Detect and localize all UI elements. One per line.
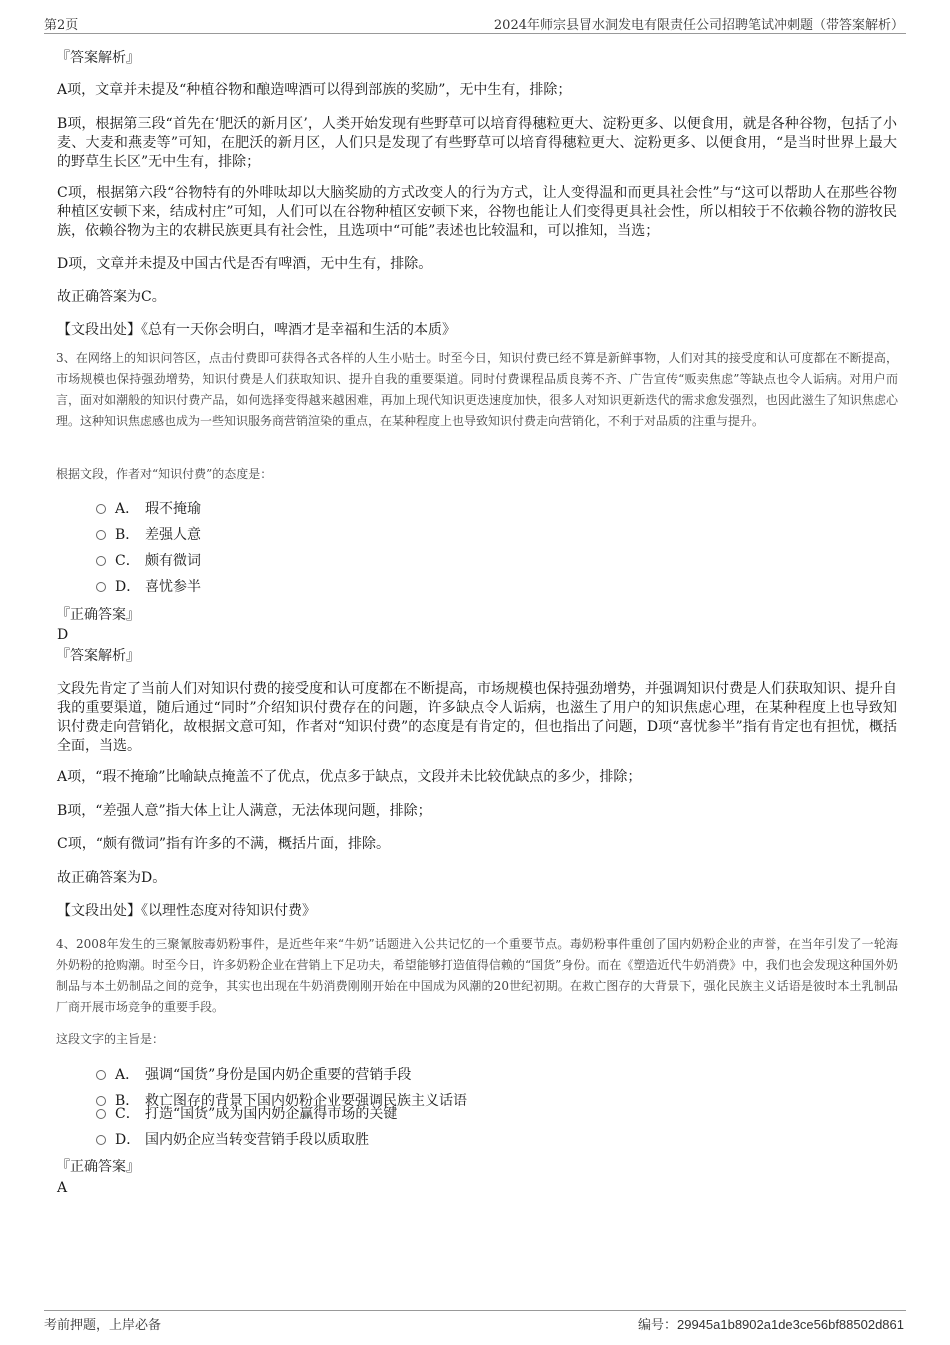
q3-analysis-label: 『答案解析』 <box>56 648 140 664</box>
option-letter: A． <box>115 1067 140 1083</box>
q3-option-d[interactable] <box>96 578 201 597</box>
q3-option-a[interactable] <box>96 500 201 519</box>
q4-passage: 4、2008年发生的三聚氰胺毒奶粉事件，是近些年来“牛奶”话题进入公共记忆的一个重要节点。毒奶粉事件重创了国内奶粉企业的声誉，在当年引发了一轮海外奶粉的抢购潮。时至今日，许多奶粉企业在营销上下足功夫，希望能够打造值得信赖的“国货”身份。而在《塑造近代牛奶消费》中，我们也会发现这种国外奶制品与本土奶制品之间的竞争，其实也出现在牛奶消费刚刚开始在中国成为风潮的20世纪初期。在救亡图存的大背景下，强化民族主义话语是彼时本土乳制品厂商开展市场竞争的重要手段。 <box>56 937 898 1014</box>
option-a-analysis: A项，文章并未提及“种植谷物和酿造啤酒可以得到部族的奖励”，无中生有，排除； <box>57 82 572 98</box>
q4-answer-label: 『正确答案』 <box>56 1159 140 1175</box>
code-label: 编号： <box>637 1318 677 1333</box>
option-text: 差强人意 <box>145 527 201 543</box>
q3-option-b[interactable] <box>96 526 201 545</box>
option-letter: D． <box>115 1132 141 1148</box>
option-text: 强调“国货”身份是国内奶企重要的营销手段 <box>145 1067 412 1083</box>
option-text: 打造“国货”成为国内奶企赢得市场的关键 <box>145 1106 398 1122</box>
q3-answer: D <box>57 627 69 643</box>
document-title: 2024年师宗县冒水洞发电有限责任公司招聘笔试冲刺题（带答案解析） <box>493 18 904 33</box>
radio-icon[interactable] <box>96 556 106 566</box>
q3-option-a-analysis: A项，“瑕不掩瑜”比喻缺点掩盖不了优点，优点多于缺点，文段并未比较优缺点的多少，排除； <box>57 769 642 785</box>
footer-slogan: 考前押题，上岸必备 <box>44 1318 162 1333</box>
option-text: 瑕不掩瑜 <box>145 501 201 517</box>
option-text: 国内奶企应当转变营销手段以质取胜 <box>145 1132 369 1148</box>
q3-analysis: 文段先肯定了当前人们对知识付费的接受度和认可度都在不断提高，市场规模也保持强劲增势，并强调知识付费是人们获取知识、提升自我的重要渠道，随后通过“同时”介绍知识付费存在的问题，许多缺点令人诟病，也滋生了用户的知识焦虑心理，在某种程度上也导致知识付费走向营销化，故根据文意可知，作者对“知识付费”的态度是有肯定的，但也指出了问题，D项“喜忧参半”指有肯定也有担忧，概括全面，当选。 <box>57 681 897 754</box>
q3-answer-label: 『正确答案』 <box>56 607 140 623</box>
source: 【文段出处】《总有一天你会明白，啤酒才是幸福和生活的本质》 <box>57 322 456 338</box>
code-value: 29945a1b8902a1de3ce56bf88502d861 <box>676 1317 904 1332</box>
option-letter: B． <box>115 527 140 543</box>
radio-icon[interactable] <box>96 1109 106 1119</box>
option-letter: A． <box>115 501 140 517</box>
q4-question: 这段文字的主旨是： <box>56 1032 165 1046</box>
radio-icon[interactable] <box>96 504 106 514</box>
option-letter: C． <box>115 1106 140 1122</box>
document-code <box>638 1314 904 1333</box>
radio-icon[interactable] <box>96 530 106 540</box>
q4-option-d[interactable] <box>96 1131 369 1150</box>
q3-option-c-analysis: C项，“颇有微词”指有许多的不满，概括片面，排除。 <box>57 836 391 852</box>
q4-option-c[interactable] <box>96 1105 397 1124</box>
analysis-label: 『答案解析』 <box>56 50 140 66</box>
header-divider <box>44 33 906 34</box>
footer-divider <box>44 1310 906 1311</box>
radio-icon[interactable] <box>96 582 106 592</box>
option-d-analysis: D项，文章并未提及中国古代是否有啤酒，无中生有，排除。 <box>57 256 433 272</box>
page-number: 第2页 <box>44 18 79 33</box>
option-text: 颇有微词 <box>145 553 201 569</box>
option-letter: C． <box>115 553 140 569</box>
q4-answer: A <box>57 1180 68 1196</box>
conclusion: 故正确答案为C。 <box>57 289 166 305</box>
q3-passage: 3、在网络上的知识问答区，点击付费即可获得各式各样的人生小贴士。时至今日，知识付费已经不算是新鲜事物，人们对其的接受度和认可度都在不断提高，市场规模也保持强劲增势，知识付费是人们获取知识、提升自我的重要渠道。同时付费课程品质良莠不齐、广告宣传“贩卖焦虑”等缺点也令人诟病。对用户而言，面对如潮般的知识付费产品，如何选择变得越来越困难，再加上现代知识更迭速度加快，很多人对知识更新迭代的需求愈发强烈，也因此滋生了知识焦虑心理。这种知识焦虑感也成为一些知识服务商营销渲染的重点，在某种程度上也导致知识付费走向营销化，不利于对品质的注重与提升。 <box>56 351 898 428</box>
q3-option-c[interactable] <box>96 552 201 571</box>
option-c-analysis: C项，根据第六段“谷物特有的外啡呔却以大脑奖励的方式改变人的行为方式，让人变得温和而更具社会性”与“这可以帮助人在那些谷物种植区安顿下来，结成村庄”可知，人们可以在谷物种植区安顿下来，谷物也能让人们变得更具社会性，所以相较于不依赖谷物的游牧民族，依赖谷物为主的农耕民族更具有社会性，且选项中“可能”表述也比较温和，可以推知，当选； <box>57 185 897 239</box>
option-text: 喜忧参半 <box>145 579 201 595</box>
option-letter: D． <box>115 579 141 595</box>
q3-question: 根据文段，作者对“知识付费”的态度是： <box>56 467 273 481</box>
option-b-analysis: B项，根据第三段“首先在‘肥沃的新月区’，人类开始发现有些野草可以培育得穗粒更大、淀粉更多、以便食用，就是各种谷物，包括了小麦、大麦和燕麦等”可知，在肥沃的新月区，人们只是发现了有些野草可以培育得穗粒更大、淀粉更多、以便食用，“是当时世界上最大的野草生长区”无中生有，排除； <box>57 116 897 170</box>
q3-option-b-analysis: B项，“差强人意”指大体上让人满意，无法体现问题，排除； <box>57 803 432 819</box>
q4-option-a[interactable] <box>96 1066 411 1085</box>
option-text: 救亡图存的背景下国内奶粉企业要强调民族主义话语 <box>145 1093 467 1109</box>
q3-source: 【文段出处】《以理性态度对待知识付费》 <box>57 903 316 919</box>
radio-icon[interactable] <box>96 1135 106 1145</box>
radio-icon[interactable] <box>96 1070 106 1080</box>
option-letter: B． <box>115 1093 140 1109</box>
q3-conclusion: 故正确答案为D。 <box>57 870 167 886</box>
